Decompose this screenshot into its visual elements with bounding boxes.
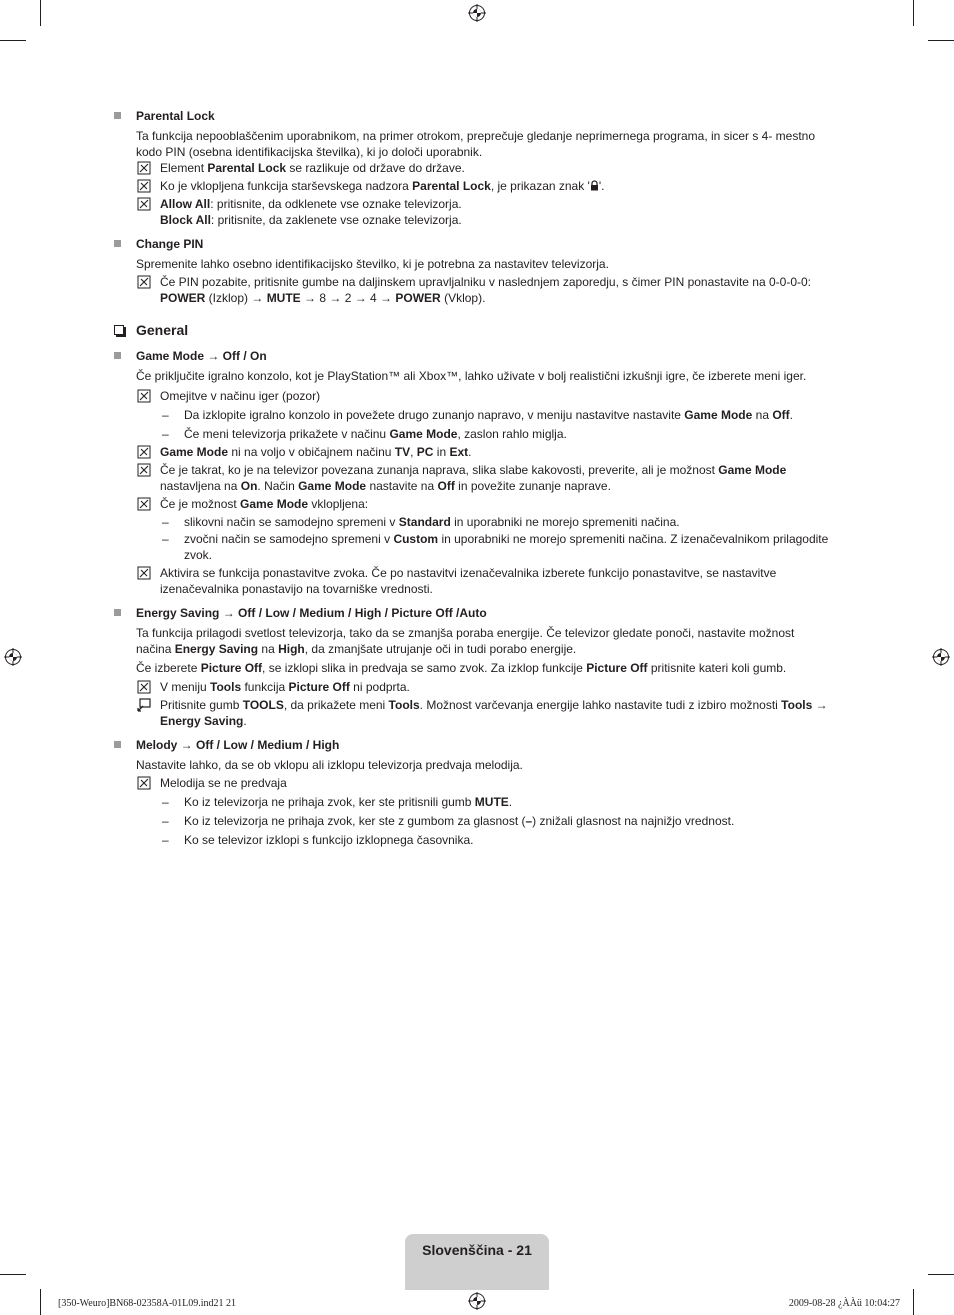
dash-item: – Ko iz televizorja ne prihaja zvok, ker ste pritisnili gumb MUTE. — [162, 795, 513, 809]
crop-mark-icon — [928, 40, 954, 41]
paragraph: Če izberete Picture Off, se izklopi slika in predvaja se samo zvok. Za izklop funkcije Picture Off pritisnite kateri koli gumb. — [136, 661, 787, 675]
page-number: Slovenščina - 21 — [422, 1242, 532, 1258]
note-icon — [137, 463, 151, 477]
paragraph: Nastavite lahko, da se ob vklopu ali izklopu televizorja predvaja melodija. — [136, 758, 523, 772]
note: Če PIN pozabite, pritisnite gumbe na daljinskem upravljalniku v naslednjem zaporedju, s čimer PIN ponastavite na 0-0-0-0: POWER (Izklop) → MUTE → 8 → 2 → 4 → POWER (Vklop). — [114, 274, 844, 306]
note-icon — [137, 179, 151, 193]
dash-item: – Ko iz televizorja ne prihaja zvok, ker ste z gumbom za glasnost (–) znižali glasnost na najnižjo vrednost. — [162, 814, 735, 828]
paragraph: Če priključite igralno konzolo, kot je PlayStation™ ali Xbox™, lahko uživate v bolj realistični izkušnji igre, če izberete meni iger. — [136, 369, 807, 383]
note-icon — [137, 680, 151, 694]
registration-mark-icon — [468, 4, 486, 22]
crop-mark-icon — [928, 1274, 954, 1275]
note-icon — [137, 497, 151, 511]
square-bullet-icon — [114, 352, 121, 359]
crop-mark-icon — [0, 40, 26, 41]
tools-icon — [137, 698, 151, 712]
registration-mark-icon — [468, 1292, 486, 1310]
note-continued: Block All: pritisnite, da zaklenete vse oznake televizorja. — [160, 213, 462, 227]
note: Game Mode ni na voljo v običajnem načinu TV, PC in Ext. — [114, 444, 844, 460]
crop-mark-icon — [40, 1289, 41, 1315]
section-heading-general: General — [114, 321, 844, 339]
note: Element Parental Lock se razlikuje od države do države. — [114, 160, 844, 176]
note: Omejitve v načinu iger (pozor) — [114, 388, 844, 404]
note: Melodija se ne predvaja — [114, 775, 844, 791]
paragraph: Ta funkcija nepooblaščenim uporabnikom, na primer otrokom, preprečuje gledanje neprimernega programa, in sicer s 4- mestno kodo PIN (osebna identifikacijska številka), ki jo določi uporabnik. — [136, 129, 816, 159]
crop-mark-icon — [0, 1274, 26, 1275]
note: Če je takrat, ko je na televizor povezana zunanja naprava, slika slabe kakovosti, preverite, ali je možnost Game Mode nastavljena na On. Način Game Mode nastavite na Off in povežite zunanje naprave. — [114, 462, 844, 494]
note: Allow All: pritisnite, da odklenete vse oznake televizorja. — [114, 196, 844, 212]
page-number-tab — [405, 1234, 549, 1290]
crop-mark-icon — [913, 0, 914, 26]
note-icon — [137, 389, 151, 403]
dash-item: – Ko se televizor izklopi s funkcijo izklopnega časovnika. — [162, 833, 474, 847]
paragraph: Spremenite lahko osebno identifikacijsko številko, ki je potrebna za nastavitev televizorja. — [136, 257, 609, 271]
paragraph: Ta funkcija prilagodi svetlost televizorja, tako da se zmanjša poraba energije. Če televizor gledate ponoči, nastavite možnost načina Energy Saving na High, da zmanjšate utrujanje oči in tudi porabo energije. — [136, 626, 795, 656]
dash-item: – slikovni način se samodejno spremeni v Standard in uporabniki ne morejo spremeniti načina. — [162, 515, 680, 529]
registration-mark-icon — [4, 648, 22, 666]
tools-note: Pritisnite gumb TOOLS, da prikažete meni Tools. Možnost varčevanja energije lahko nastavite tudi z izbiro možnosti Tools → Energy Saving. — [114, 697, 844, 729]
note: Ko je vklopljena funkcija starševskega nadzora Parental Lock, je prikazan znak ' '. — [114, 178, 844, 194]
note-icon — [137, 161, 151, 175]
item-heading-parental-lock: Parental Lock — [114, 108, 844, 124]
print-slug-file: [350-Weuro]BN68-02358A-01L09.ind21 21 — [58, 1298, 237, 1309]
crop-mark-icon — [40, 0, 41, 26]
note: V meniju Tools funkcija Picture Off ni podprta. — [114, 679, 844, 695]
item-heading-melody: Melody → Off / Low / Medium / High — [114, 737, 844, 753]
item-heading-change-pin: Change PIN — [114, 236, 844, 252]
dash-item: – zvočni način se samodejno spremeni v Custom in uporabniki ne morejo spremeniti načina. Z izenačevalnikom prilagodite zvok. — [162, 532, 829, 562]
dash-item: – Da izklopite igralno konzolo in povežete drugo zunanjo napravo, v meniju nastavitve nastavite Game Mode na Off. — [162, 408, 793, 422]
square-bullet-icon — [114, 240, 121, 247]
lock-icon — [590, 180, 599, 191]
dash-item: – Če meni televizorja prikažete v načinu Game Mode, zaslon rahlo miglja. — [162, 427, 567, 441]
note: Aktivira se funkcija ponastavitve zvoka. Če po nastavitvi izenačevalnika izberete funkcijo ponastavitve, se nastavitve izenačevalnika ponastavijo na tovarniške vrednosti. — [114, 565, 844, 597]
crop-mark-icon — [913, 1289, 914, 1315]
item-heading-energy-saving: Energy Saving → Off / Low / Medium / High / Picture Off /Auto — [114, 605, 844, 621]
note-icon — [137, 275, 151, 289]
note-icon — [137, 776, 151, 790]
square-bullet-icon — [114, 112, 121, 119]
note: Če je možnost Game Mode vklopljena: — [114, 496, 844, 512]
note-icon — [137, 445, 151, 459]
note-icon — [137, 197, 151, 211]
page-content — [114, 108, 844, 848]
registration-mark-icon — [932, 648, 950, 666]
square-bullet-icon — [114, 609, 121, 616]
note-icon — [137, 566, 151, 580]
print-slug-date: 2009-08-28 ¿ÀÀü 10:04:27 — [788, 1298, 900, 1309]
square-bullet-icon — [114, 741, 121, 748]
checkbox-icon — [114, 325, 124, 335]
item-heading-game-mode: Game Mode → Off / On — [114, 348, 844, 364]
